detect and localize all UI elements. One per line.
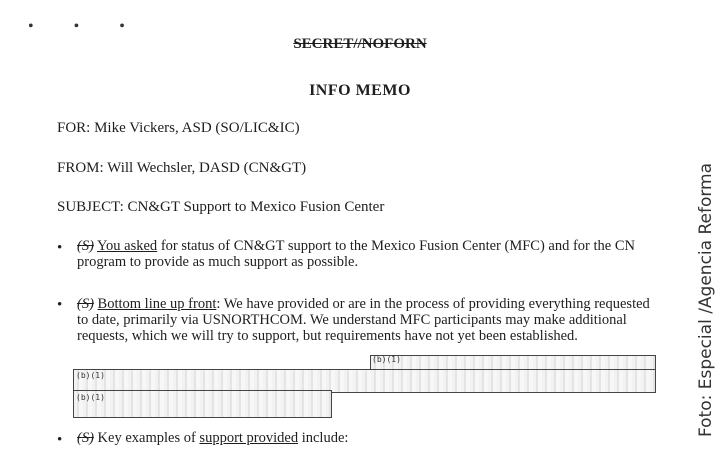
from-line: FROM: Will Wechsler, DASD (CN&GT) <box>57 160 307 176</box>
bullet-paragraph <box>77 296 657 344</box>
subject-line: SUBJECT: CN&GT Support to Mexico Fusion Center <box>57 199 385 215</box>
for-line: FOR: Mike Vickers, ASD (SO/LIC&IC) <box>57 120 300 136</box>
bullet-text: include: <box>298 430 349 446</box>
redaction-label: (b)(1) <box>76 393 105 402</box>
bullet-paragraph <box>77 430 657 446</box>
redaction-box <box>73 390 332 418</box>
bullet-paragraph <box>77 238 657 270</box>
classification-marking: SECRET//NOFORN <box>293 36 427 52</box>
bullet-lead: support provided <box>199 430 299 446</box>
redaction-label: (b)(1) <box>76 371 105 380</box>
photo-credit-watermark: Foto: Especial /Agencia Reforma <box>696 162 716 438</box>
bullet-text: for status of CN&GT support to the Mexico Fusion Center (MFC) and for the CN program to provide as much support as possible. <box>77 238 635 270</box>
bullet-text: Key examples of <box>93 430 200 446</box>
bullet-text: : We have provided or are in the process of providing everything requested to date, primarily via USNORTHCOM. We understand MFC participants may make additional requests, which we will try to support, but requirements have not yet been established. <box>77 296 650 344</box>
classification-portion-marking: (S) <box>77 238 94 254</box>
bullet-icon: • <box>57 297 63 313</box>
redaction-label: (b)(1) <box>372 355 401 364</box>
bullet-lead: Bottom line up front <box>97 296 217 312</box>
scan-specks: • • • <box>28 18 143 35</box>
bullet-lead: You asked <box>97 238 158 254</box>
classification-portion-marking: (S) <box>77 430 94 446</box>
classification-portion-marking: (S) <box>77 296 94 312</box>
bullet-icon: • <box>57 240 63 256</box>
bullet-icon: • <box>57 432 63 448</box>
memo-title: INFO MEMO <box>309 82 411 99</box>
